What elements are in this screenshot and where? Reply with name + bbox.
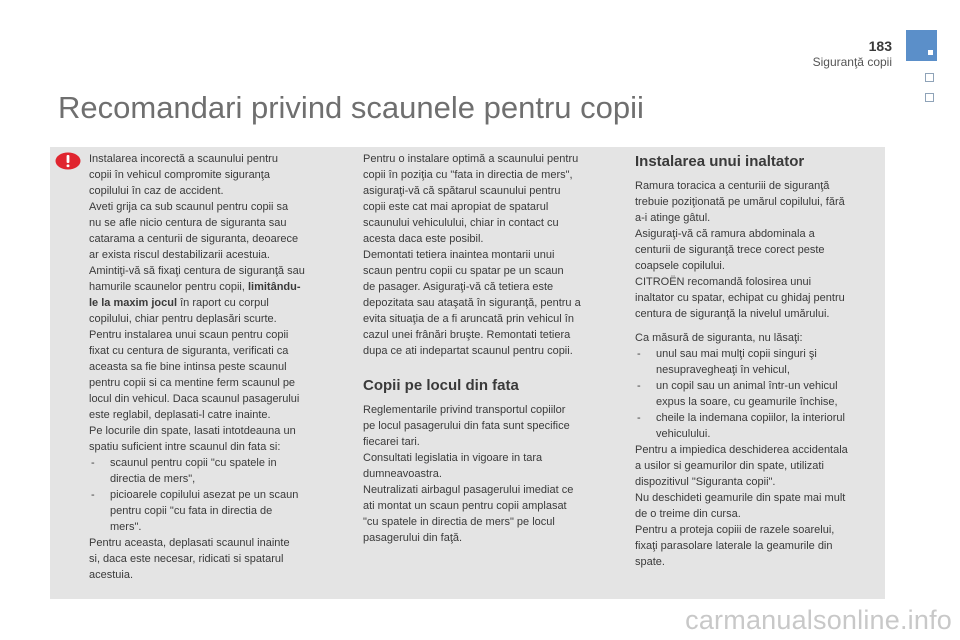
text-line: Reglementarile privind transportul copiilor [363,404,566,416]
text-line: copilului în caz de accident. [89,185,224,197]
text-line: Pentru o instalare optimă a scaunului pentru [363,153,579,165]
list-dash: - [637,380,641,392]
text-line: dispozitivul "Siguranta copii". [635,476,776,488]
text-line: Pe locurile din spate, lasati intotdeauna un [89,425,296,437]
text-line: Amintiţi-vă să fixaţi centura de siguranţă sau [89,265,305,277]
text-line: locul din vehicul. Daca scaunul pasagerului [89,393,300,405]
text-line: ati montat un scaun pentru copii amplasat [363,500,567,512]
emphasis-text: limitându- [247,281,301,293]
text-line: Aveti grija ca sub scaunul pentru copii sa [89,201,289,213]
text-line: pentru copii si ca mentine ferm scaunul pe [89,377,296,389]
text-line: Pentru a proteja copiii de razele soarelui, [635,524,835,536]
list-item [635,378,877,410]
text-line: Pentru instalarea unui scaun pentru copii [89,329,289,341]
text-line: mers". [110,521,142,533]
text-line: pasagerului din faţă. [363,532,463,544]
text-line: dumneavoastra. [363,468,442,480]
page-title: Recomandari privind scaunele pentru copii [58,90,644,125]
list-dash: - [637,348,641,360]
text-line: spatiu suficient intre scaunul din fata si: [89,441,281,453]
text-line: pe locul pasagerului din fata sunt specifice [363,420,570,432]
text-line: unul sau mai mulţi copii singuri şi [656,348,817,360]
section-heading: Copii pe locul din fata [363,377,519,394]
text-line: Demontati tetiera inaintea montarii unui [363,249,555,261]
text-line: ar exista riscul destabilizarii acestuia. [89,249,270,261]
text-span: în raport cu corpul [177,297,269,309]
list-item [89,455,347,487]
text-line: de o treime din cursa. [635,508,741,520]
text-line: nesupravegheaţi în vehicul, [656,364,790,376]
text-line: copii este cat mai apropiat de spatarul [363,201,549,213]
list-dash: - [91,457,95,469]
text-line [89,295,347,311]
text-line: un copil sau un animal într-un vehicul [656,380,838,392]
text-line: vehiculului. [656,428,711,440]
text-line: nu se afle nicio centura de siguranta sau [89,217,287,229]
text-line: Ca măsură de siguranta, nu lăsaţi: [635,332,803,344]
text-line: Ramura toracica a centuriii de siguranţă [635,180,830,192]
text-line: cazul unei frânări bruşte. Remontati tetiera [363,329,571,341]
text-line: copii în poziţia cu "fata in directia de mers", [363,169,573,181]
text-span: hamurile scaunelor pentru copii, [89,281,245,293]
text-line: acestuia. [89,569,134,581]
text-line: Instalarea incorectă a scaunului pentru [89,153,278,165]
text-line: Pentru aceasta, deplasati scaunul inainte [89,537,290,549]
warning-icon [55,152,81,170]
text-line: Pentru a impiedica deschiderea accidentala [635,444,848,456]
text-line: expus la soare, cu geamurile închise, [656,396,838,408]
list-item [89,487,347,535]
right-column [635,151,877,570]
text-line: centurii de siguranţă trece corect peste [635,244,825,256]
text-line: inaltator cu spatar, echipat cu ghidaj pentru [635,292,845,304]
text-line: si, daca este necesar, ridicati si spatarul [89,553,284,565]
text-line: Nu deschideti geamurile din spate mai mult [635,492,846,504]
text-line: scaunul pentru copii "cu spatele in [110,457,277,469]
text-line: evita situaţia de a fi aruncată prin vehicul în [363,313,574,325]
text-line: fiecarei tari. [363,436,420,448]
warning-column [89,151,347,583]
section-title: Siguranţă copii [812,55,892,69]
text-line: scaun pentru copii cu spatar pe un scaun [363,265,564,277]
page-number: 183 [868,38,892,54]
text-line: scaunului vehiculului, chiar in contact cu [363,217,559,229]
text-line: asiguraţi-vă că spătarul scaunului pentru [363,185,561,197]
list-item [635,346,877,378]
text-line: trebuie poziţionată pe umărul copilului, fără [635,196,845,208]
text-line: cheile la indemana copiilor, la interiorul [656,412,845,424]
tab-marker-icon [925,73,934,82]
text-line: catarama a centurii de siguranta, deoarece [89,233,299,245]
text-line: pentru copii "cu fata in directia de [110,505,273,517]
list-dash: - [637,412,641,424]
middle-column [363,151,606,546]
text-line: acesta daca este posibil. [363,233,484,245]
text-line: centura de siguranţă la nivelul umărului. [635,308,830,320]
text-line: directia de mers", [110,473,196,485]
tab-marker-icon [925,93,934,102]
text-line: aceasta sa fie bine intinsa peste scaunul [89,361,287,373]
text-line [89,279,347,295]
text-line: fixat cu centura de siguranta, verificati ca [89,345,289,357]
text-line: dupa ce ati indepartat scaunul pentru copii. [363,345,573,357]
text-line: este reglabil, deplasati-l catre inainte. [89,409,271,421]
list-item [635,410,877,442]
text-line: fixaţi parasolare laterale la geamurile din [635,540,833,552]
text-line: copii în vehicul compromite siguranţa [89,169,270,181]
section-heading: Instalarea unui inaltator [635,153,805,170]
text-line: Consultati legislatia in vigoare in tara [363,452,543,464]
text-line: depozitata sau ataşată în siguranţă, pentru a [363,297,581,309]
text-line: spate. [635,556,665,568]
text-line: a-i atinge gâtul. [635,212,711,224]
watermark: carmanualsonline.info [685,605,952,635]
text-line: picioarele copilului asezat pe un scaun [110,489,299,501]
text-line: Asiguraţi-vă că ramura abdominala a [635,228,815,240]
text-line: Neutralizati airbagul pasagerului imediat ce [363,484,574,496]
list-dash: - [91,489,95,501]
text-line: a usilor si geamurilor din spate, utilizati [635,460,824,472]
text-line: de pasager. Asiguraţi-vă că tetiera este [363,281,554,293]
emphasis-text: le la maxim jocul [89,297,178,309]
text-line: CITROËN recomandă folosirea unui [635,276,812,288]
section-tab-icon [906,30,937,61]
text-line: coapsele copilului. [635,260,725,272]
text-line: "cu spatele in directia de mers" pe locul [363,516,555,528]
text-line: copilului, chiar pentru deplasări scurte. [89,313,277,325]
